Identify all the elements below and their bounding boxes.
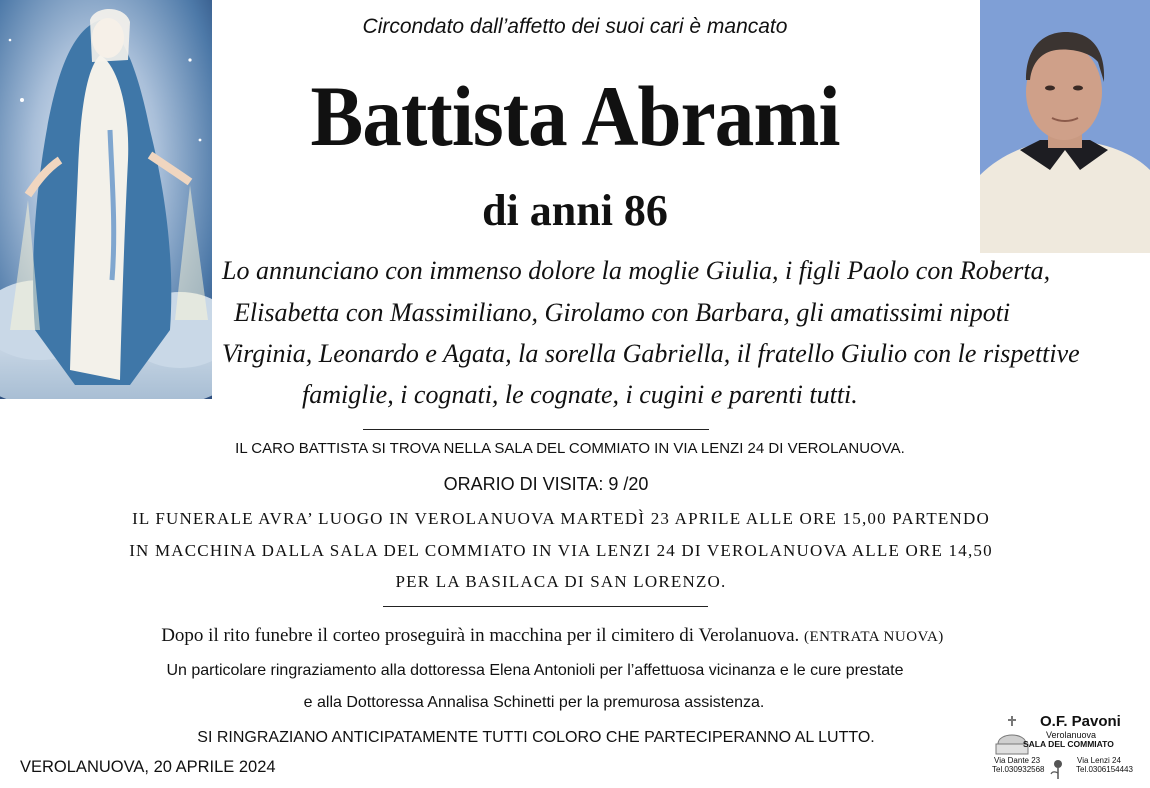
after-rite-text: Dopo il rito funebre il corteo proseguirà in macchina per il cimitero di Verolanuova. bbox=[161, 625, 800, 646]
deceased-name: Battista Abrami bbox=[310, 68, 840, 164]
funeral-line: PER LA BASILACA DI SAN LORENZO. bbox=[395, 572, 727, 591]
announcement-line: Lo annunciano con immenso dolore la moglie Giulia, i figli Paolo con Roberta, bbox=[222, 256, 1051, 285]
thanks-line: SI RINGRAZIANO ANTICIPATAMENTE TUTTI COLORO CHE PARTECIPERANNO AL LUTTO. bbox=[197, 729, 875, 746]
after-rite bbox=[0, 625, 1105, 647]
after-rite-note: (ENTRATA NUOVA) bbox=[804, 629, 944, 645]
hall-info: IL CARO BATTISTA SI TROVA NELLA SALA DEL COMMIATO IN VIA LENZI 24 DI VEROLANUOVA. bbox=[235, 440, 905, 457]
intro-line: Circondato dall’affetto dei suoi cari è mancato bbox=[362, 15, 788, 38]
divider bbox=[363, 429, 709, 430]
announcement-line: Elisabetta con Massimiliano, Girolamo con Barbara, gli amatissimi nipoti bbox=[234, 298, 1011, 327]
visit-hours: ORARIO DI VISITA: 9 /20 bbox=[443, 474, 649, 494]
rose-icon bbox=[1048, 758, 1068, 780]
chapel-icon bbox=[992, 714, 1032, 756]
madonna-image bbox=[0, 0, 212, 399]
thanks-line: Un particolare ringraziamento alla dottoressa Elena Antonioli per l’affettuosa vicinanza e le cure prestate bbox=[166, 662, 904, 679]
logo-town: Verolanuova bbox=[1046, 730, 1097, 740]
portrait-photo bbox=[980, 0, 1150, 253]
divider bbox=[383, 606, 708, 607]
announcement-line: famiglie, i cognati, le cognate, i cugini e parenti tutti. bbox=[302, 380, 858, 409]
logo-address: Via Lenzi 24 bbox=[1077, 756, 1121, 765]
logo-phone: Tel.0306154443 bbox=[1076, 765, 1133, 774]
logo-phone: Tel.030932568 bbox=[992, 765, 1045, 774]
funeral-line: IN MACCHINA DALLA SALA DEL COMMIATO IN VIA LENZI 24 DI VEROLANUOVA ALLE ORE 14,50 bbox=[129, 541, 993, 560]
logo-hall: SALA DEL COMMIATO bbox=[1023, 739, 1114, 749]
funeral-home-logo bbox=[988, 708, 1138, 780]
logo-address: Via Dante 23 bbox=[994, 756, 1041, 765]
announcement-line: Virginia, Leonardo e Agata, la sorella Gabriella, il fratello Giulio con le rispettive bbox=[222, 339, 1080, 368]
logo-name: O.F. Pavoni bbox=[1040, 713, 1121, 730]
deceased-age: di anni 86 bbox=[482, 186, 668, 235]
funeral-line: IL FUNERALE AVRA’ LUOGO IN VEROLANUOVA MARTEDÌ 23 APRILE ALLE ORE 15,00 PARTENDO bbox=[132, 509, 990, 528]
thanks-line: e alla Dottoressa Annalisa Schinetti per la premurosa assistenza. bbox=[303, 694, 765, 711]
dateline: VEROLANUOVA, 20 APRILE 2024 bbox=[20, 758, 276, 776]
